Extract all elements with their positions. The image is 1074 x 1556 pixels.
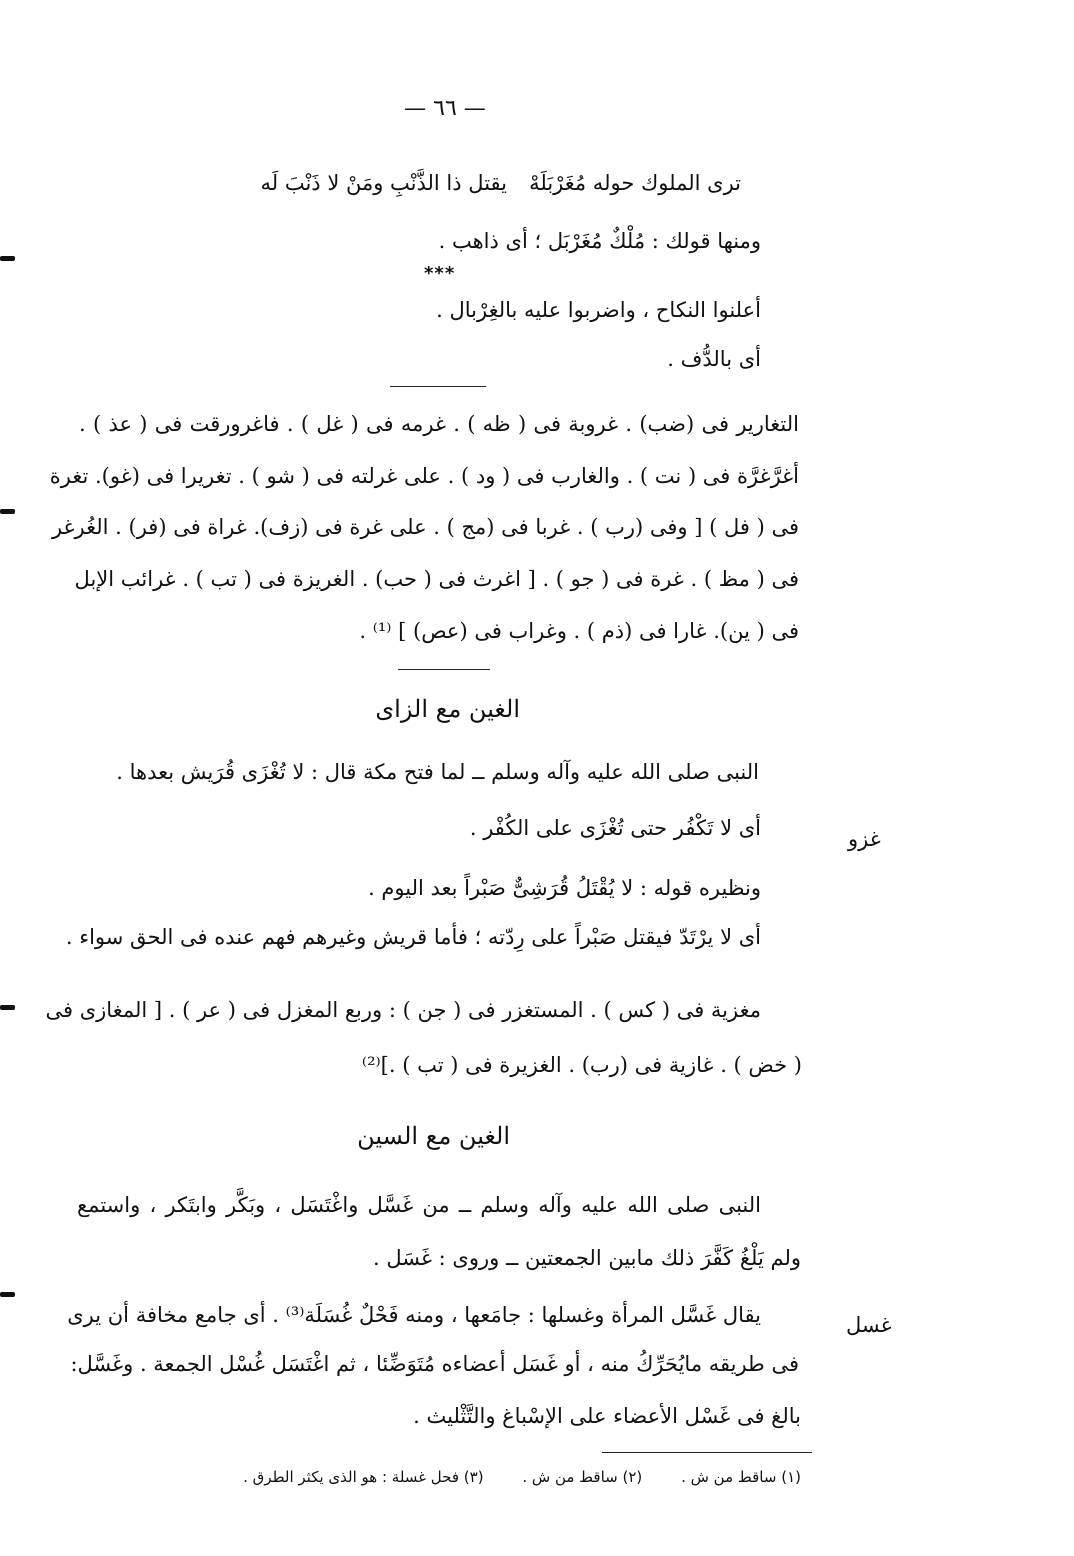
text-line: أعلنوا النكاح ، واضربوا عليه بالغِرْبال . xyxy=(436,298,761,322)
text-line: أى لا يرْتَدّ فيقتل صَبْراً على رِدّته ؛ فأما قريش وغيرهم فهم عنده فى الحق سواء . xyxy=(65,925,761,949)
footnote: (١) ساقط من ش . xyxy=(681,1468,801,1486)
stars-divider: *** xyxy=(424,263,456,284)
text-line: ونظيره قوله : لا يُقْتَلُ قُرَشِىٌّ صَبْراً بعد اليوم . xyxy=(368,876,761,900)
reference-line: فى ( مظ ) . غرة فى ( جو ) . [ اغرث فى ( حب) . الغريزة فى ( تب ) . غرائب الإبل xyxy=(74,567,799,591)
reference-line: أغرَّغرَّة فى ( نت ) . والغارب فى ( ود ) . على غرلته فى ( شو ) . تغريرا فى (غو). تغرة xyxy=(49,464,799,488)
text-line: أى لا تَكْفُر حتى تُغْزَى على الكُفْر . xyxy=(469,816,761,840)
text-line: النبى صلى الله عليه وآله وسلم ــ لما فتح مكة قال : لا تُغْزَى قُرَيش بعدها . xyxy=(116,760,759,784)
footnote: (٣) فحل غسلة : هو الذى يكثر الطرق . xyxy=(243,1468,484,1486)
margin-label: غسل xyxy=(846,1313,892,1337)
text-line: بالغ فى غَسْل الأعضاء على الإسْباغ والتَّثْليث . xyxy=(413,1404,801,1428)
verse-first-hemistich: ترى الملوك حوله مُغَرْبَلَهْ xyxy=(529,171,741,195)
binding-mark xyxy=(0,256,15,261)
section-heading: الغين مع السين xyxy=(357,1122,510,1150)
text-line: ومنها قولك : مُلْكٌ مُغَرْبَل ؛ أى ذاهب . xyxy=(438,229,761,253)
text-line: فى طريقه مايُحَرِّكُ منه ، أو غَسَل أعضاءه مُتَوَضِّئا ، ثم اغْتَسَل غُسْل الجمعة . وغَسَّل: xyxy=(70,1352,799,1376)
reference-line: فى ( ين). غارا فى (ذم ) . وغراب فى (عص) ] ⁽¹⁾ . xyxy=(359,619,799,643)
binding-mark xyxy=(0,509,15,514)
margin-label: غزو xyxy=(848,827,881,851)
footnotes xyxy=(243,1468,801,1486)
divider-rule xyxy=(390,386,486,387)
binding-mark xyxy=(0,1005,15,1010)
page-number: — ٦٦ — xyxy=(404,96,486,121)
section-heading: الغين مع الزاى xyxy=(375,695,520,723)
divider-rule xyxy=(602,1452,812,1453)
reference-line: التغارير فى (ضب) . غروبة فى ( ظه ) . غرمه فى ( غل ) . فاغرورقت فى ( عذ ) . xyxy=(79,412,799,436)
text-line: ولم يَلْغُ كَفَّرَ ذلك مابين الجمعتين ــ وروى : غَسَل . xyxy=(373,1246,801,1270)
reference-line: فى ( فل ) [ وفى (رب ) . غربا فى (مج ) . على غرة فى (زف). غراة فى (فر) . الغُرغر xyxy=(51,515,799,539)
binding-mark xyxy=(0,1292,15,1297)
text-line: النبى صلى الله عليه وآله وسلم ــ من غَسَّل واغْتَسَل ، وبَكَّر وابتَكر ، واستمع xyxy=(77,1193,761,1217)
footnote: (٢) ساقط من ش . xyxy=(522,1468,643,1486)
verse-second-hemistich: يقتل ذا الذَّنْبِ ومَنْ لا ذَنْبَ لَه xyxy=(260,171,507,195)
text-line: أى بالدُّف . xyxy=(667,347,761,371)
divider-rule xyxy=(398,669,490,670)
text-line: يقال غَسَّل المرأة وغسلها : جامَعها ، ومنه فَحْلٌ غُسَلَة⁽³⁾ . أى جامع مخافة أن يرى xyxy=(67,1303,761,1327)
reference-line: مغزية فى ( كس ) . المستغزر فى ( جن ) : وربع المغزل فى ( عر ) . [ المغازى فى xyxy=(45,998,761,1022)
reference-line: ( خض ) . غازية فى (رب) . الغزيرة فى ( تب ) .]⁽²⁾ xyxy=(361,1053,802,1077)
